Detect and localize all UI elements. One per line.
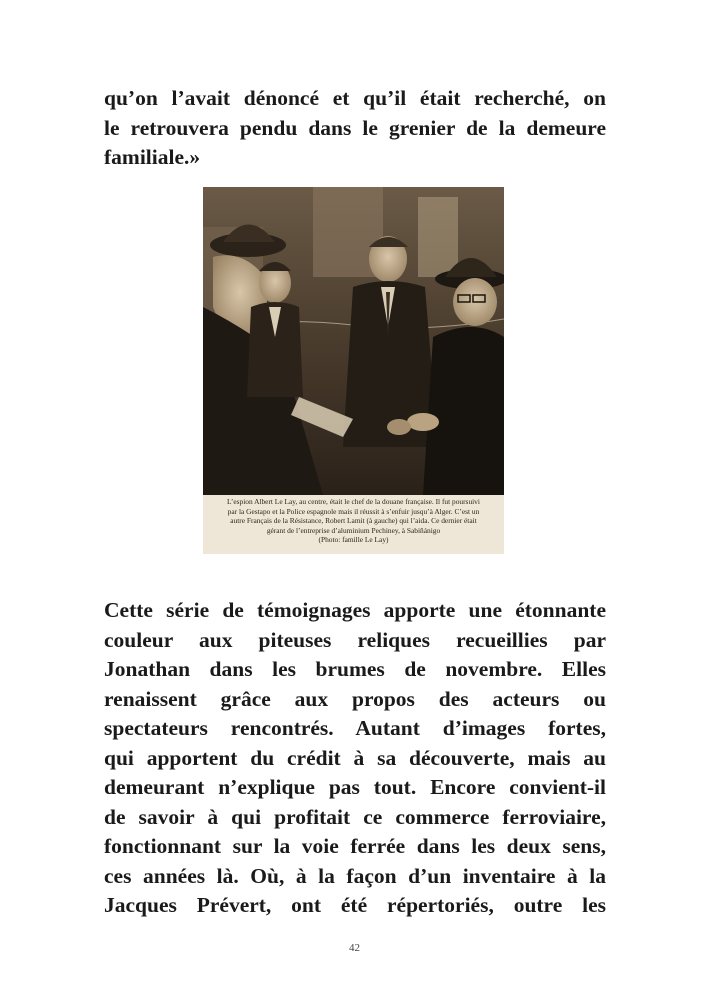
paragraph-main [104, 596, 606, 921]
text-line: Jonathan dans les brumes de novembre. Elles [104, 657, 606, 681]
photo-caption [203, 497, 504, 553]
text-line: renaissent grâce aux propos des acteurs ou [104, 686, 606, 711]
text-line: Jacques Prévert, ont été répertoriés, outre les [104, 893, 606, 917]
text-line: spectateurs rencontrés. Autant d’images fortes, [104, 716, 606, 740]
text-line: qu’on l’avait dénoncé et qu’il était recherché, on [104, 86, 606, 110]
page-number: 42 [349, 942, 360, 954]
historical-photo-figure [203, 187, 504, 554]
text-line: de savoir à qui profitait ce commerce ferroviaire, [104, 804, 606, 829]
text-line: ces années là. Où, à la façon d’un inventaire à la [104, 863, 606, 888]
text-line: Cette série de témoignages apporte une étonnante [104, 598, 606, 622]
text-line: qui apportent du crédit à sa découverte, mais au [104, 745, 606, 770]
caption-line: gérant de l’entreprise d’aluminium Pechiney, à Sabiñánigo [266, 525, 441, 535]
caption-line: L’espion Albert Le Lay, au centre, était le chef de la douane française. Il fut poursuivi [227, 497, 480, 506]
caption-line: autre Français de la Résistance, Robert Lamit (à gauche) qui l’aida. Ce dernier était [230, 516, 477, 526]
caption-line: (Photo: famille Le Lay) [318, 535, 389, 545]
text-line: demeurant n’explique pas tout. Encore convient-il [104, 775, 606, 799]
text-line: le retrouvera pendu dans le grenier de la demeure [104, 115, 606, 140]
sepia-photograph [203, 187, 504, 495]
text-line: fonctionnant sur la voie ferrée dans les deux sens, [104, 834, 606, 858]
paragraph-top [104, 84, 606, 173]
text-line: couleur aux piteuses reliques recueillies par [104, 627, 606, 652]
caption-line: par la Gestapo et la Police espagnole mais il réussit à s’enfuir jusqu’à Alger. C’est un [227, 506, 480, 516]
text-line: familiale.» [104, 145, 201, 169]
